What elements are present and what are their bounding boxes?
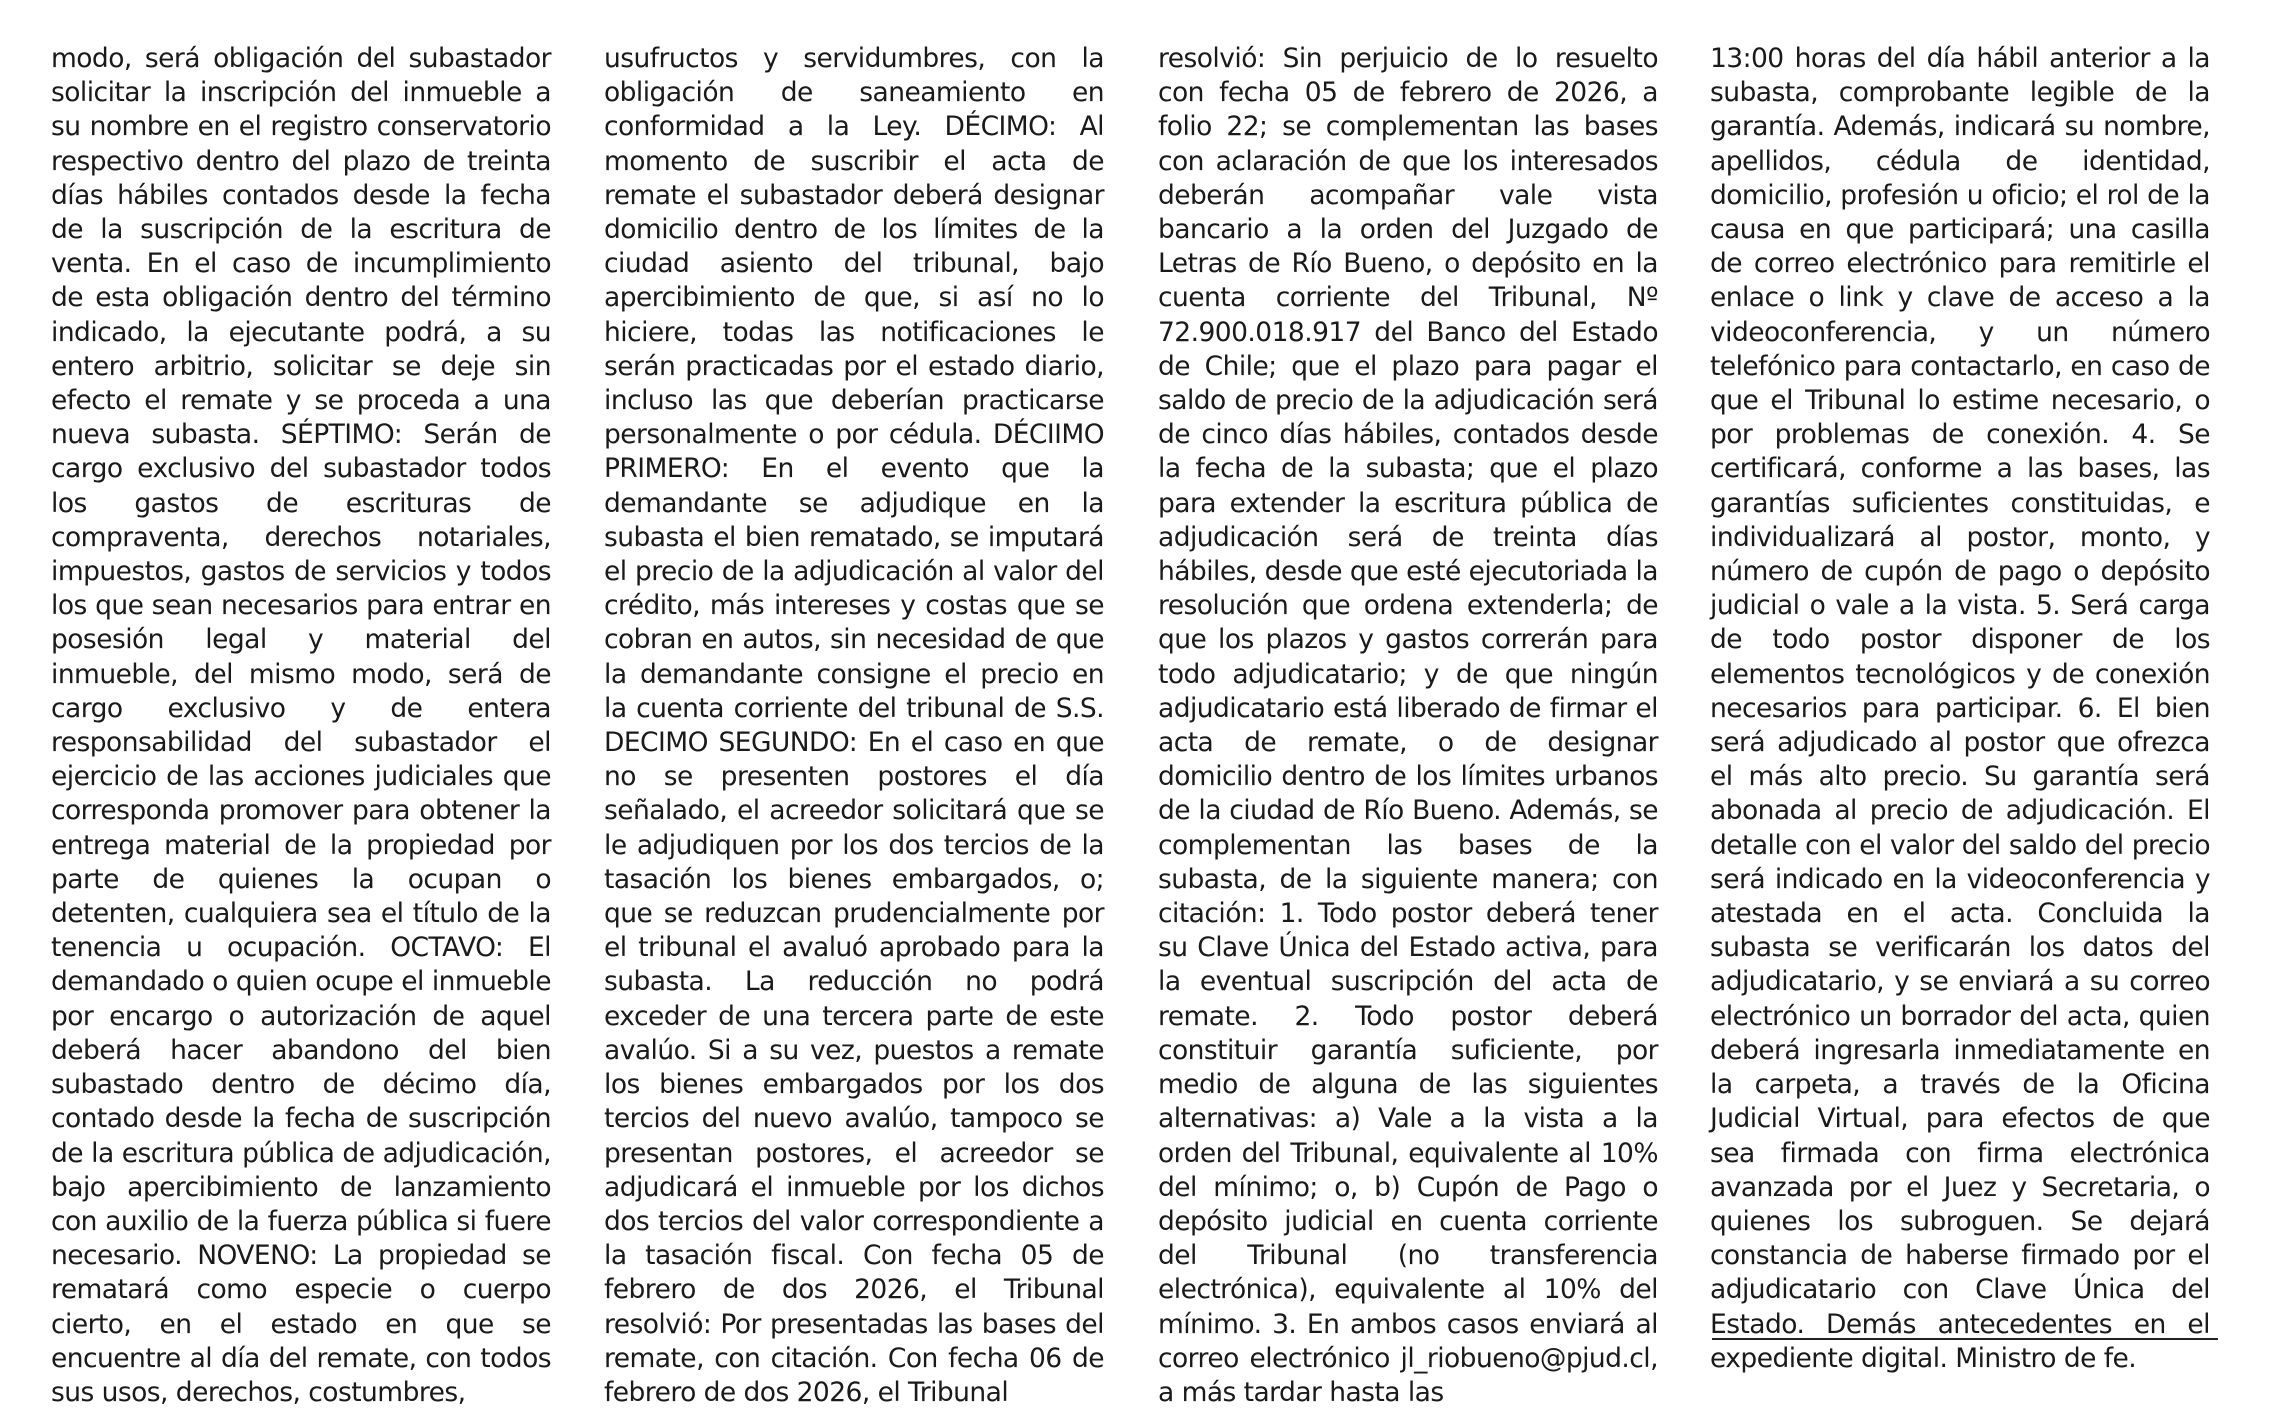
column-3-paragraph: resolvió: Sin perjuicio de lo resuelto con fecha 05 de febrero de 2026, a folio 22; se complementan las bases con aclaración de que los interesados deberán acompañar vale vista bancario a la orden del Juzgado de Letras de Río Bueno, o depósito en la cuenta corriente del Tribunal, Nº 72.900.018.917 del Banco del Estado de Chile; que el plazo para pagar el saldo de precio de la adjudicación será de cinco días hábiles, contados desde la fecha de la subasta; que el plazo para extender la escritura pública de adjudicación será de treinta días hábiles, desde que esté ejecutoriada la resolución que ordena extenderla; de que los plazos y gastos correrán para todo adjudicatario; y de que ningún adjudicatario está liberado de firmar el acta de remate, o de designar domicilio dentro de los límites urbanos de la ciudad de Río Bueno. Además, se complementan las bases de la subasta, de la siguiente manera; con citación: 1. Todo postor deberá tener su Clave Única del Estado activa, para la eventual suscripción del acta de remate. 2. Todo postor deberá constituir garantía suficiente, por medio de alguna de las siguientes alternativas: a) Vale a la vista a la orden del Tribunal, equivalente al 10% del mínimo; o, b) Cupón de Pago o depósito judicial en cuenta corriente del Tribunal (no transferencia electrónica), equivalente al 10% del mínimo. 3. En ambos casos enviará al correo electrónico jl_riobueno@pjud.cl, a más tardar hasta las	[1158, 43, 1658, 1408]
text-column-2	[604, 42, 1104, 1410]
text-column-3	[1158, 42, 1658, 1410]
text-column-4	[1710, 42, 2210, 1376]
column-2-paragraph: usufructos y servidumbres, con la obligación de saneamiento en conformidad a la Ley. DÉCIMO: Al momento de suscribir el acta de remate el subastador deberá designar domicilio dentro de los límites de la ciudad asiento del tribunal, bajo apercibimiento de que, si así no lo hiciere, todas las notificaciones le serán practicadas por el estado diario, incluso las que deberían practicarse personalmente o por cédula. DÉCIIMO PRIMERO: En el evento que la demandante se adjudique en la subasta el bien rematado, se imputará el precio de la adjudicación al valor del crédito, más intereses y costas que se cobran en autos, sin necesidad de que la demandante consigne el precio en la cuenta corriente del tribunal de S.S. DECIMO SEGUNDO: En el caso en que no se presenten postores el día señalado, el acreedor solicitará que se le adjudiquen por los dos tercios de la tasación los bienes embargados, o; que se reduzcan prudencialmente por el tribunal el avaluó aprobado para la subasta. La reducción no podrá exceder de una tercera parte de este avalúo. Si a su vez, puestos a remate los bienes embargados por los dos tercios del nuevo avalúo, tampoco se presentan postores, el acreedor se adjudicará el inmueble por los dichos dos tercios del valor correspondiente a la tasación fiscal. Con fecha 05 de febrero de dos 2026, el Tribunal resolvió: Por presentadas las bases del remate, con citación. Con fecha 06 de febrero de dos 2026, el Tribunal	[604, 43, 1104, 1408]
text-column-1	[51, 42, 551, 1410]
column-4-paragraph: 13:00 horas del día hábil anterior a la subasta, comprobante legible de la garantía. Además, indicará su nombre, apellidos, cédula de identidad, domicilio, profesión u oficio; el rol de la causa en que participará; una casilla de correo electrónico para remitirle el enlace o link y clave de acceso a la videoconferencia, y un número telefónico para contactarlo, en caso de que el Tribunal lo estime necesario, o por problemas de conexión. 4. Se certificará, conforme a las bases, las garantías suficientes constituidas, e individualizará al postor, monto, y número de cupón de pago o depósito judicial o vale a la vista. 5. Será carga de todo postor disponer de los elementos tecnológicos y de conexión necesarios para participar. 6. El bien será adjudicado al postor que ofrezca el más alto precio. Su garantía será abonada al precio de adjudicación. El detalle con el valor del saldo del precio será indicado en la videoconferencia y atestada en el acta. Concluida la subasta se verificarán los datos del adjudicatario, y se enviará a su correo electrónico un borrador del acta, quien deberá ingresarla inmediatamente en la carpeta, a través de la Oficina Judicial Virtual, para efectos de que sea firmada con firma electrónica avanzada por el Juez y Secretaria, o quienes los subroguen. Se dejará constancia de haberse firmado por el adjudicatario con Clave Única del Estado. Demás antecedentes en el expediente digital. Ministro de fe.	[1710, 43, 2210, 1374]
end-of-notice-rule	[1712, 1338, 2218, 1340]
column-1-paragraph: modo, será obligación del subastador solicitar la inscripción del inmueble a su nombre en el registro conservatorio respectivo dentro del plazo de treinta días hábiles contados desde la fecha de la suscripción de la escritura de venta. En el caso de incumplimiento de esta obligación dentro del término indicado, la ejecutante podrá, a su entero arbitrio, solicitar se deje sin efecto el remate y se proceda a una nueva subasta. SÉPTIMO: Serán de cargo exclusivo del subastador todos los gastos de escrituras de compraventa, derechos notariales, impuestos, gastos de servicios y todos los que sean necesarios para entrar en posesión legal y material del inmueble, del mismo modo, será de cargo exclusivo y de entera responsabilidad del subastador el ejercicio de las acciones judiciales que corresponda promover para obtener la entrega material de la propiedad por parte de quienes la ocupan o detenten, cualquiera sea el título de la tenencia u ocupación. OCTAVO: El demandado o quien ocupe el inmueble por encargo o autorización de aquel deberá hacer abandono del bien subastado dentro de décimo día, contado desde la fecha de suscripción de la escritura pública de adjudicación, bajo apercibimiento de lanzamiento con auxilio de la fuerza pública si fuere necesario. NOVENO: La propiedad se rematará como especie o cuerpo cierto, en el estado en que se encuentre al día del remate, con todos sus usos, derechos, costumbres,	[51, 43, 551, 1408]
